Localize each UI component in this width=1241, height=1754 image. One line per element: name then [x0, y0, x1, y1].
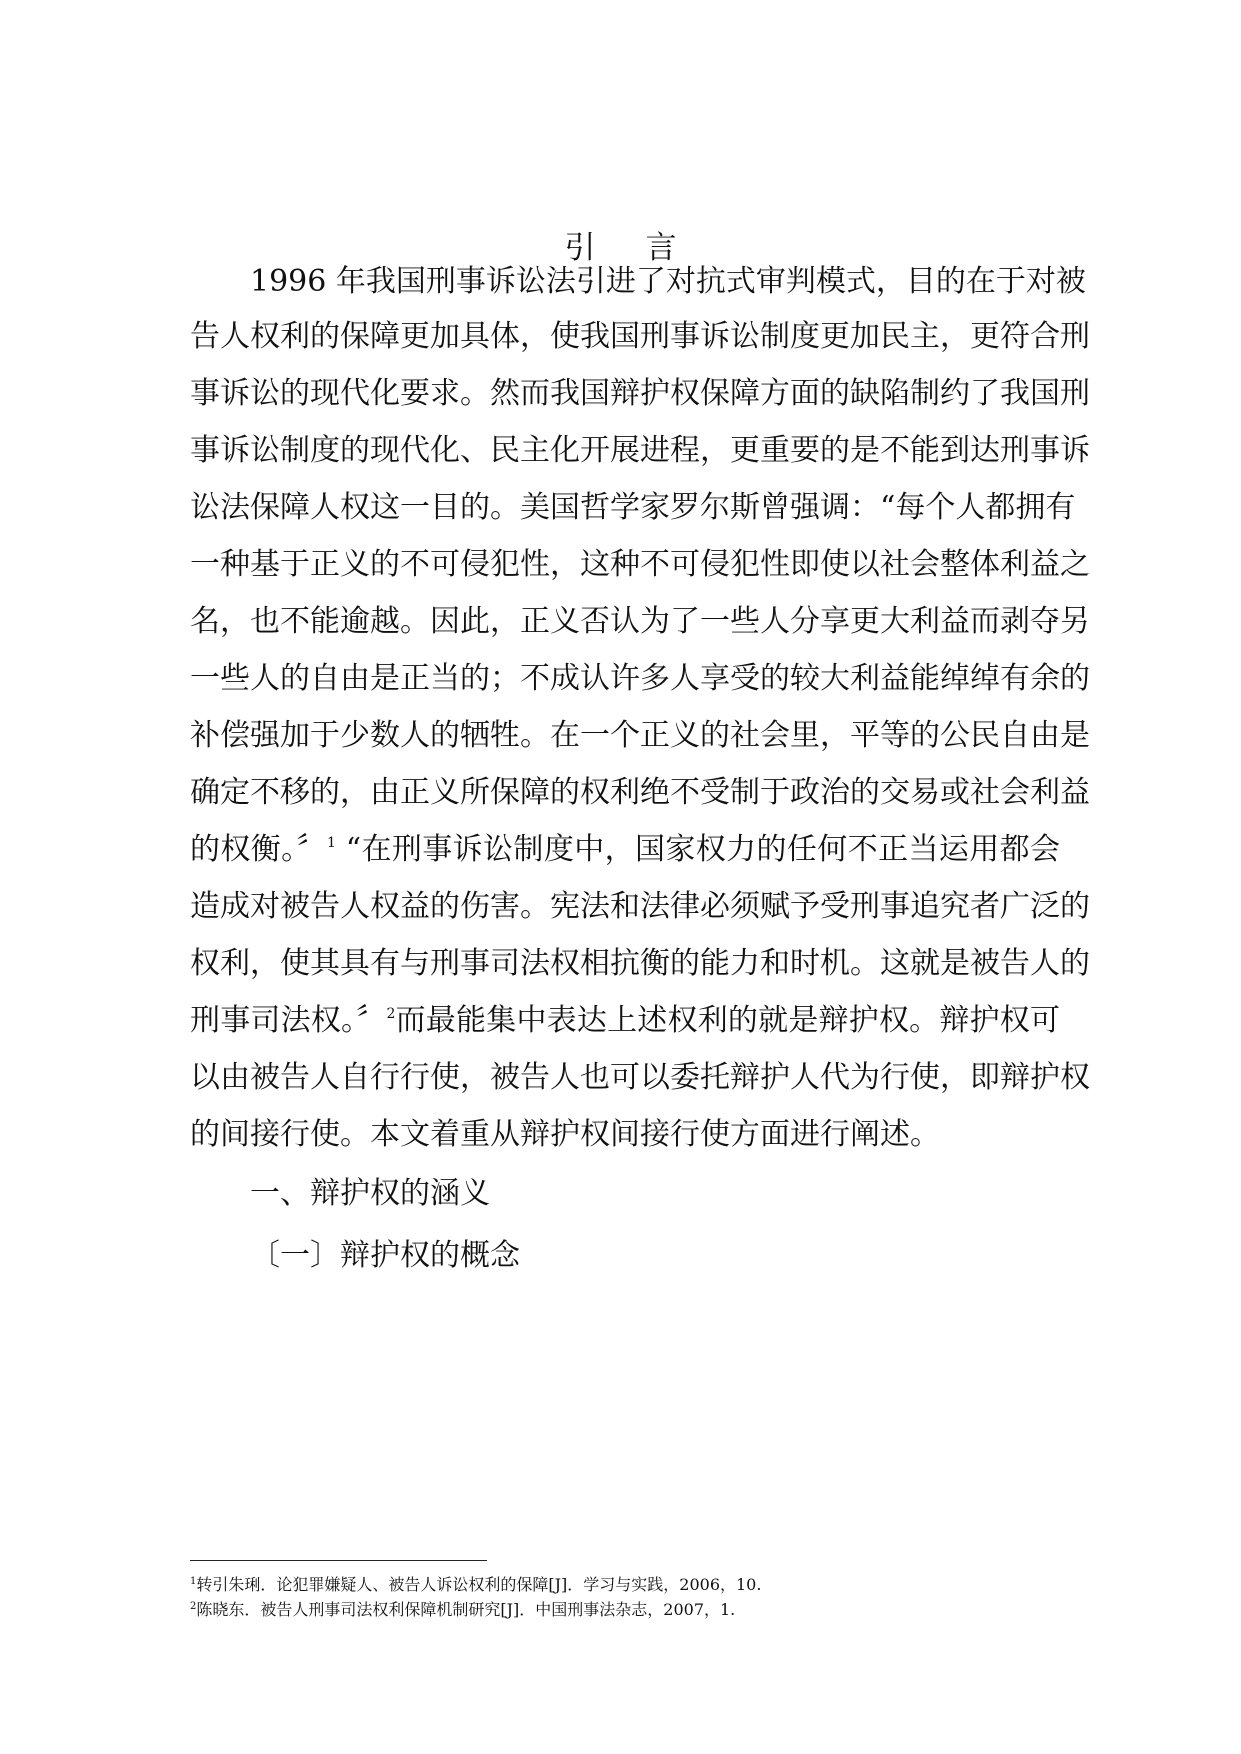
- footnote-text: 陈晓东．被告人刑事司法权利保障机制研究[J]．中国刑事法杂志，2007，1.: [196, 1600, 736, 1619]
- paragraph-line: 事诉讼的现代化要求。然而我国辩护权保障方面的缺陷制约了我国刑: [190, 376, 1090, 411]
- paragraph-line: 事诉讼制度的现代化、民主化开展进程，更重要的是不能到达刑事诉: [190, 433, 1090, 468]
- title-char-2: 言: [645, 230, 677, 266]
- paragraph-line: 名，也不能逾越。因此，正义否认为了一些人分享更大利益而剥夺另: [190, 604, 1090, 639]
- subsection-heading: 〔一〕辩护权的概念: [250, 1238, 520, 1273]
- paragraph-line: 确定不移的，由正义所保障的权利绝不受制于政治的交易或社会利益: [190, 775, 1090, 810]
- paragraph-line: 以由被告人自行行使，被告人也可以委托辩护人代为行使，即辩护权: [190, 1060, 1090, 1095]
- footnote-1: [190, 1574, 761, 1596]
- footnote-2: [190, 1599, 735, 1621]
- paragraph-line: 一些人的自由是正当的；不成认许多人享受的较大利益能绰绰有余的: [190, 661, 1090, 696]
- paragraph-line: 一种基于正义的不可侵犯性，这种不可侵犯性即使以社会整体利益之: [190, 547, 1090, 582]
- paragraph-line: 造成对被告人权益的伤害。宪法和法律必须赋予受刑事追究者广泛的: [190, 889, 1090, 924]
- footnote-separator: [190, 1560, 487, 1561]
- line-text: 刑事司法权。〞: [190, 1003, 387, 1038]
- footnote-number: 1: [190, 1576, 197, 1587]
- paragraph-line: 讼法保障人权这一目的。美国哲学家罗尔斯曾强调：“每个人都拥有: [190, 490, 1076, 525]
- footnote-ref-1[interactable]: 1: [326, 835, 336, 851]
- footnote-number: 2: [190, 1601, 197, 1612]
- paragraph-line: 的间接行使。本文着重从辩护权间接行使方面进行阐述。: [190, 1117, 940, 1152]
- line-text: “在刑事诉讼制度中，国家权力的任何不正当运用都会: [335, 832, 1061, 867]
- paragraph-line-with-footnote-ref: [190, 830, 1060, 870]
- paragraph-line: 权利，使其具有与刑事司法权相抗衡的能力和时机。这就是被告人的: [190, 946, 1090, 981]
- paragraph-line: 补偿强加于少数人的牺牲。在一个正义的社会里，平等的公民自由是: [190, 718, 1090, 753]
- footnote-ref-2[interactable]: 2: [386, 1006, 396, 1022]
- title-char-1: 引: [564, 230, 596, 266]
- paragraph-line: 1996 年我国刑事诉讼法引进了对抗式审判模式，目的在于对被: [250, 264, 1086, 299]
- line-text: 而最能集中表达上述权利的就是辩护权。辩护权可: [395, 1003, 1061, 1038]
- section-heading: 一、辩护权的涵义: [250, 1176, 490, 1211]
- line-text: 的权衡。〞: [190, 832, 327, 867]
- paragraph-line: 告人权利的保障更加具体，使我国刑事诉讼制度更加民主，更符合刑: [190, 319, 1090, 354]
- paragraph-line-with-footnote-ref: [190, 1001, 1060, 1041]
- footnote-text: 转引朱琍．论犯罪嫌疑人、被告人诉讼权利的保障[J]．学习与实践，2006，10.: [196, 1575, 762, 1594]
